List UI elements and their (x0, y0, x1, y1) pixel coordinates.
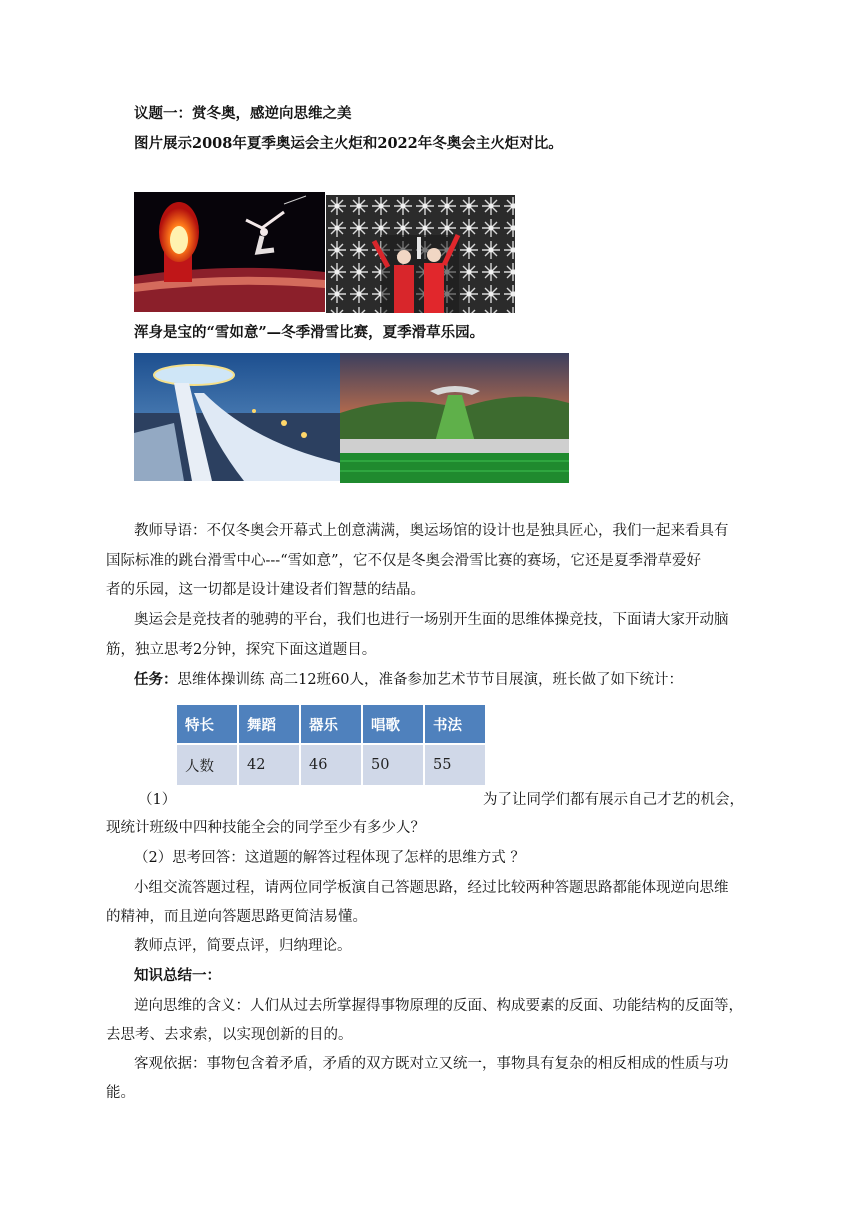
group-line-2: 的精神，而且逆向答题思路更简洁易懂。 (106, 909, 367, 925)
guide-line-1: 教师导语：不仅冬奥会开幕式上创意满满，奥运场馆的设计也是独具匠心，我们一起来看具有 (134, 523, 729, 539)
definition-line-1: 逆向思维的含义：人们从过去所掌握得事物原理的反面、构成要素的反面、功能结构的反面等， (134, 998, 743, 1014)
guide-line-2: 国际标准的跳台滑雪中心---“雪如意”，它不仅是冬奥会滑雪比赛的赛场，它还是夏季滑草爱好 (106, 553, 702, 569)
task-text: 思维体操训练 高二12班60人，准备参加艺术节节目展演，班长做了如下统计： (177, 672, 684, 688)
table-cell: 42 (239, 745, 299, 785)
table-header-cell: 器乐 (301, 705, 361, 743)
teacher-comment: 教师点评，简要点评，归纳理论。 (134, 938, 352, 954)
table-cell: 50 (363, 745, 423, 785)
definition-line-2: 去思考、去求索，以实现创新的目的。 (106, 1027, 353, 1043)
table-header-cell: 唱歌 (363, 705, 423, 743)
question-1-line-2: 现统计班级中四种技能全会的同学至少有多少人？ (106, 820, 425, 836)
talent-stats-table (175, 703, 487, 787)
intro-line: 图片展示2008年夏季奥运会主火炬和2022年冬奥会主火炬对比。 (134, 135, 563, 152)
table-cell: 55 (425, 745, 485, 785)
ski-jump-summer-grass-photo (340, 353, 569, 483)
basis-line-2: 能。 (106, 1085, 135, 1101)
olympics-line-1: 奥运会是竞技者的驰骋的平台，我们也进行一场别开生面的思维体操竞技，下面请大家开动脑 (134, 612, 729, 628)
table-header-cell: 特长 (177, 705, 237, 743)
table-row (177, 745, 485, 785)
group-line-1: 小组交流答题过程，请两位同学板演自己答题思路，经过比较两种答题思路都能体现逆向思维 (134, 880, 729, 896)
summer-olympics-torch-photo (134, 192, 325, 312)
task-line (134, 670, 683, 690)
ski-jump-night-photo (134, 353, 340, 481)
guide-line-3: 者的乐园，这一切都是设计建设者们智慧的结晶。 (106, 582, 425, 598)
summary-title: 知识总结一： (134, 967, 221, 984)
table-header-cell: 书法 (425, 705, 485, 743)
question-1-number: （1） (138, 792, 177, 808)
question-1-line-1: 为了让同学们都有展示自己才艺的机会， (483, 792, 744, 808)
table-cell: 人数 (177, 745, 237, 785)
section-title: 议题一：赏冬奥，感逆向思维之美 (134, 105, 352, 122)
olympics-line-2: 筋，独立思考2分钟，探究下面这道题目。 (106, 642, 377, 658)
table-cell: 46 (301, 745, 361, 785)
snow-ruyi-caption: 浑身是宝的“雪如意”—冬季滑雪比赛，夏季滑草乐园。 (134, 324, 485, 341)
winter-olympics-torch-photo (326, 195, 515, 313)
question-2: （2）思考回答：这道题的解答过程体现了怎样的思维方式 ？ (134, 850, 525, 866)
task-label: 任务： (134, 671, 178, 688)
table-header-cell: 舞蹈 (239, 705, 299, 743)
basis-line-1: 客观依据：事物包含着矛盾，矛盾的双方既对立又统一，事物具有复杂的相反相成的性质与功 (134, 1056, 729, 1072)
table-header-row (177, 705, 485, 743)
